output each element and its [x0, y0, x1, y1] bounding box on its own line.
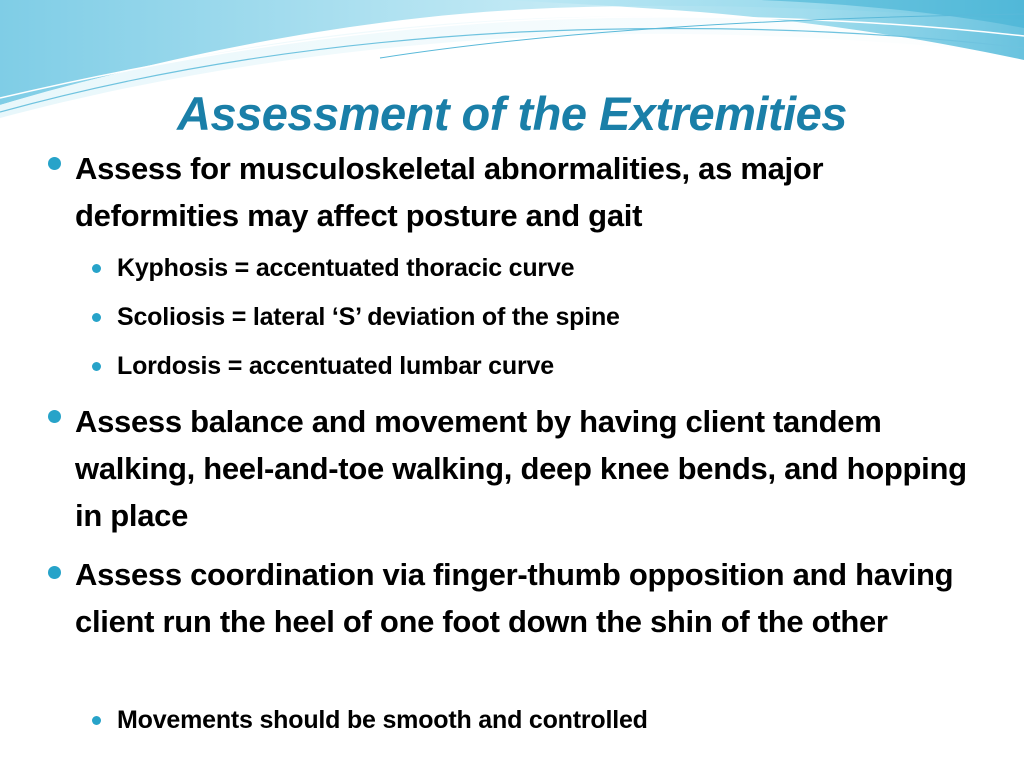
- bullet-item: Assess coordination via finger-thumb opposition and having client run the heel of one foot down the shin of the other: [75, 557, 954, 639]
- slide-title: Assessment of the Extremities: [177, 87, 847, 140]
- sub-bullet-item: Scoliosis = lateral ‘S’ deviation of the spine: [117, 303, 620, 331]
- sub-bullet-item: Lordosis = accentuated lumbar curve: [117, 352, 554, 380]
- sub-bullet-icon: [92, 716, 101, 725]
- bullet-item: Assess for musculoskeletal abnormalities, as major deformities may affect posture and gait: [75, 151, 824, 233]
- sub-bullet-item: Kyphosis = accentuated thoracic curve: [117, 254, 575, 282]
- sub-bullet-icon: [92, 264, 101, 273]
- sub-bullet-icon: [92, 362, 101, 371]
- sub-bullet-item: Movements should be smooth and controlled: [117, 706, 648, 734]
- bullet-icon: [48, 157, 61, 170]
- bullet-icon: [48, 566, 61, 579]
- bullet-item: Assess balance and movement by having client tandem walking, heel-and-toe walking, deep knee bends, and hopping in place: [75, 404, 967, 533]
- sub-bullet-icon: [92, 313, 101, 322]
- bullet-icon: [48, 410, 61, 423]
